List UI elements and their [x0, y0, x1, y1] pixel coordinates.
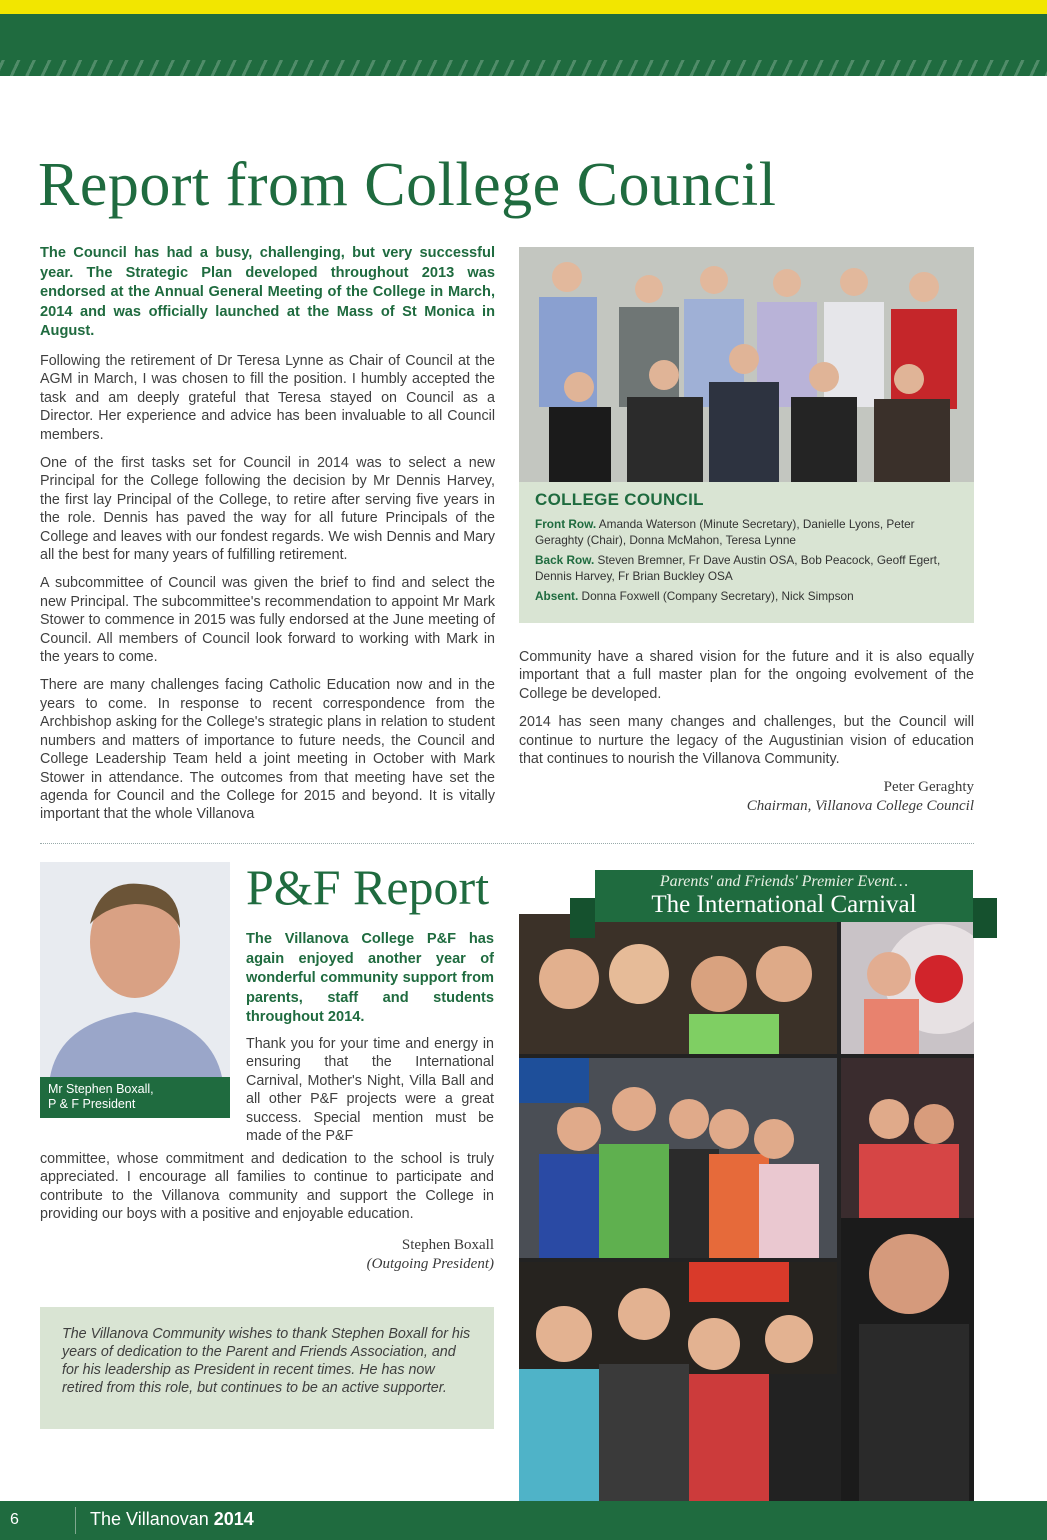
- section-divider: [40, 843, 974, 844]
- council-paragraph-5: Community have a shared vision for the future and it is also equally important that a full master plan for the ongoing evolvement of the College be developed.: [519, 649, 974, 702]
- council-group-photo-illustration: [519, 247, 974, 482]
- page-footer: [0, 1501, 1047, 1540]
- publication-year: 2014: [213, 1509, 254, 1529]
- council-lead-paragraph: The Council has had a busy, challenging, but very successful year. The Strategic Plan developed throughout 2013 was endorsed at the Annual General Meeting of the College in March, 2014 and was officially launched at the Mass of St Monica in August.: [40, 245, 495, 340]
- pf-body-part-b: committee, whose commitment and dedication to the school is truly appreciated. I encourage all families to continue to participate and contribute to the Villanova community and support the College in providing our boys with a positive and enjoyable education.: [40, 1151, 494, 1223]
- pf-lead-paragraph: The Villanova College P&F has again enjoyed another year of wonderful community support from parents, staff and students throughout 2014.: [246, 931, 494, 1026]
- council-signature-name: Peter Geraghty: [883, 779, 974, 796]
- pf-signature-name: Stephen Boxall: [401, 1236, 494, 1253]
- publication-name: [90, 1509, 254, 1530]
- council-absent: [535, 588, 965, 604]
- portrait-caption-role: P & F President: [48, 1097, 136, 1111]
- council-report-right-column: [519, 648, 974, 816]
- council-paragraph-6: 2014 has seen many changes and challenges, but the Council will continue to nurture the legacy of the Augustinian vision of education that continues to nourish the Villanova Community.: [519, 714, 974, 768]
- council-photo-panel: [519, 247, 974, 623]
- council-front-row: [535, 516, 965, 548]
- portrait-caption: [40, 1077, 230, 1118]
- carnival-banner: [595, 870, 973, 922]
- top-green-banner: [0, 14, 1047, 76]
- publication-title: The Villanovan: [90, 1509, 209, 1529]
- page-number: 6: [10, 1511, 19, 1528]
- thanks-text: The Villanova Community wishes to thank Stephen Boxall for his years of dedication to the Parent and Friends Association, and for his leadership as President in recent times. He has now retired from this role, but continues to be an active supporter.: [62, 1326, 471, 1396]
- pf-body-part-a: Thank you for your time and energy in ensuring that the International Carnival, Mother's Night, Villa Ball and all other P&F projects were a great success. Special mention must be made of the P&F: [246, 1036, 494, 1145]
- council-back-row: [535, 552, 965, 584]
- council-paragraph-4: There are many challenges facing Catholic Education now and in the years to come. In response to recent correspondence from the Archbishop asking for the College's strategic plans in relation to student numbers and matters of importance to future needs, the Council and College Leadership Team held a joint meeting in October with Mark Stower in attendance. The outcomes from that meeting have set the agenda for Council and the College for 2015 and beyond. It is vitally important that the whole Villanova: [40, 677, 495, 823]
- pf-signature-role: (Outgoing President): [366, 1255, 494, 1272]
- portrait-caption-name: Mr Stephen Boxall,: [48, 1082, 154, 1096]
- council-signature-role: Chairman, Villanova College Council: [746, 798, 974, 815]
- absent-label: Absent.: [535, 589, 579, 603]
- council-group-photo: [519, 247, 974, 482]
- back-row-names: Steven Bremner, Fr Dave Austin OSA, Bob Peacock, Geoff Egert, Dennis Harvey, Fr Brian Buckley OSA: [535, 553, 941, 583]
- council-paragraph-2: One of the first tasks set for Council in 2014 was to select a new Principal for the College following the decision by Mr Dennis Harvey, the first lay Principal of the College, to retire after serving five years in the role. Dennis has paved the way for all future Principals of the College and leaves with our fondest regards. We wish Dennis and Mary all the best for many years of fulfilling retirement.: [40, 455, 495, 564]
- president-portrait-illustration: [40, 862, 230, 1077]
- president-portrait: [40, 862, 230, 1118]
- council-photo-caption: [535, 492, 965, 608]
- council-paragraph-1: Following the retirement of Dr Teresa Lynne as Chair of Council at the AGM in March, I was chosen to fill the position. I humbly accepted the task and am deeply grateful that Teresa stayed on Council as a Director. Her experience and advice has been invaluable to all Council members.: [40, 352, 495, 443]
- footer-separator: [75, 1507, 76, 1534]
- pf-intro: [246, 930, 494, 1038]
- pf-signature: [40, 1236, 494, 1274]
- back-row-label: Back Row.: [535, 553, 595, 567]
- council-caption-heading: COLLEGE COUNCIL: [535, 490, 704, 509]
- pf-report-title: P&F Report: [246, 859, 490, 915]
- absent-names: Donna Foxwell (Company Secretary), Nick Simpson: [581, 589, 854, 603]
- carnival-banner-title: The International Carnival: [651, 891, 917, 918]
- council-report-left-column: [40, 244, 495, 834]
- banner-fold-left: [570, 898, 595, 938]
- front-row-names: Amanda Waterson (Minute Secretary), Danielle Lyons, Peter Geraghty (Chair), Donna McMahon, Teresa Lynne: [535, 517, 915, 547]
- page-title: Report from College Council: [38, 151, 777, 219]
- thanks-panel: [40, 1307, 494, 1429]
- council-signature: [519, 778, 974, 816]
- top-yellow-stripe: [0, 0, 1047, 14]
- banner-fold-right: [973, 898, 997, 938]
- pf-body-narrow: [246, 1035, 494, 1155]
- carnival-collage-illustration: [519, 914, 974, 1501]
- carnival-photo-collage: [519, 914, 974, 1501]
- pf-body-wide: [40, 1150, 494, 1274]
- council-paragraph-3: A subcommittee of Council was given the brief to find and select the new Principal. The subcommittee's recommendation to appoint Mr Mark Stower to commence in 2015 was fully endorsed at the June meeting of Council. All members of Council look forward to working with Mark in the years to come.: [40, 575, 495, 666]
- front-row-label: Front Row.: [535, 517, 597, 531]
- carnival-banner-subtitle: Parents' and Friends' Premier Event…: [659, 873, 909, 890]
